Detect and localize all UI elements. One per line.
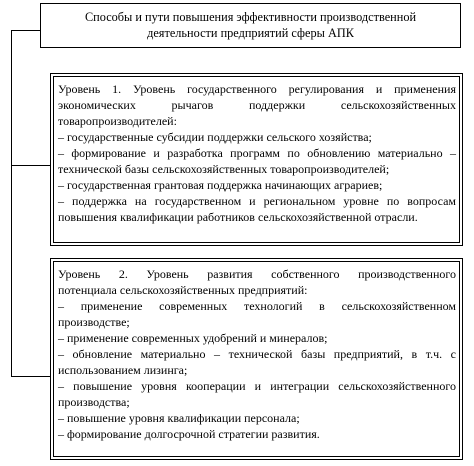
level1-line: товаропроизводителей:	[58, 114, 177, 128]
level2-line: производстве;	[58, 315, 130, 329]
title-line: деятельности предприятий сферы АПК	[147, 26, 354, 40]
level2-line: использованием лизинга;	[58, 363, 188, 377]
level2-item: – применение современных технологий в сельскохозяйственном	[58, 299, 456, 313]
level2-item: – формирование долгосрочной стратегии развития.	[58, 427, 320, 441]
level2-item: – повышение уровня кооперации и интеграции сельскохозяйственного	[58, 379, 456, 393]
connector-vertical	[11, 30, 12, 377]
level1-line: повышения квалификации работников сельскохозяйственной отрасли.	[58, 210, 418, 224]
level1-item: – государственные субсидии поддержки сельского хозяйства;	[58, 130, 372, 144]
level1-line: экономических рычагов поддержки сельскохозяйственных	[58, 98, 456, 112]
level2-line: производства;	[58, 395, 130, 409]
level1-line: технической базы сельскохозяйственных товаропроизводителей;	[58, 162, 390, 176]
level1-item: – государственная грантовая поддержка начинающих аграриев;	[58, 178, 383, 192]
connector-to-title	[11, 30, 40, 31]
level1-line: Уровень 1. Уровень государственного регулирования и применения	[58, 82, 456, 96]
connector-to-level1	[11, 165, 50, 166]
level2-box	[53, 261, 460, 457]
title-box	[40, 3, 461, 48]
level2-line: потенциала сельскохозяйственных предприятий:	[58, 283, 308, 297]
level2-item: – применение современных удобрений и минералов;	[58, 331, 328, 345]
level2-item: – повышение уровня квалификации персонала;	[58, 411, 300, 425]
connector-to-level2	[11, 376, 50, 377]
level1-box	[53, 76, 460, 243]
level1-item: – поддержка на государственном и региональном уровне по вопросам	[58, 194, 456, 208]
level1-item: – формирование и разработка программ по обновлению материально –	[58, 146, 456, 160]
level2-item: – обновление материально – технической базы предприятий, в т.ч. с	[58, 347, 456, 361]
level2-line: Уровень 2. Уровень развития собственного производственного	[58, 267, 456, 281]
title-line: Способы и пути повышения эффективности производственной	[84, 10, 417, 24]
